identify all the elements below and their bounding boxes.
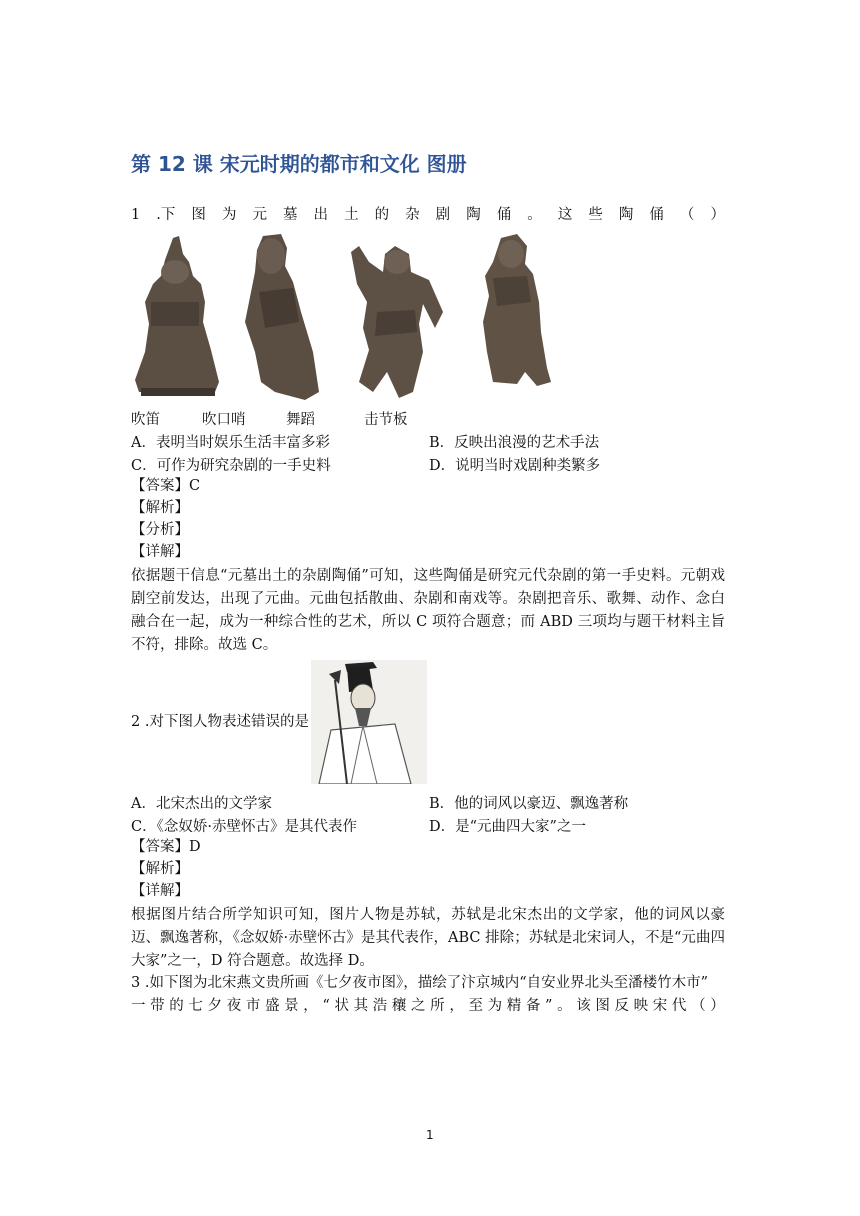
- q1-stem-char: 陶: [466, 207, 481, 223]
- q3-line2-char: 为: [487, 998, 503, 1014]
- q1-option-b: B．反映出浪漫的艺术手法: [429, 435, 600, 451]
- question-1-stem: [131, 204, 725, 226]
- q3-line2-char: 至: [468, 998, 483, 1014]
- q3-line2-char: 七: [188, 998, 203, 1014]
- q2-xiangjie-label: 【详解】: [131, 883, 189, 899]
- q3-line2-char: 该: [576, 998, 591, 1014]
- q3-line2-char: 盛: [264, 998, 280, 1014]
- q3-line2-char: 状: [334, 998, 349, 1014]
- su-shi-portrait-image: [311, 660, 427, 784]
- q1-stem-char: 俑: [649, 207, 664, 223]
- q3-line2-char: 景: [284, 998, 299, 1014]
- q1-stem-char: 杂: [405, 207, 420, 223]
- q3-line2-char: 图: [595, 998, 610, 1014]
- q3-line2-char: 代: [671, 998, 687, 1014]
- q3-line2-char: 精: [506, 998, 522, 1014]
- caption-clapper: 击节板: [364, 412, 408, 428]
- q2-option-a: A．北宋杰出的文学家: [131, 796, 272, 812]
- q1-stem-char: 剧: [435, 207, 451, 223]
- q2-option-c: C．《念奴娇·赤壁怀古》是其代表作: [131, 819, 357, 835]
- q1-explanation: 依据题干信息“元墓出土的杂剧陶俑”可知，这些陶俑是研究元代杂剧的第一手史料。元朝戏剧空前发达，出现了元曲。元曲包括散曲、杂剧和南戏等。杂剧把音乐、歌舞、动作、念白融合在一起，成为一种综合性的艺术，所以 C 项符合题意；而 ABD 三项均与题干材料主旨不符，排除。故选 C。: [131, 568, 725, 653]
- q1-stem-char: （: [679, 207, 695, 223]
- q1-stem-char: 。: [527, 207, 542, 223]
- q1-jiexi-label: 【解析】: [131, 500, 189, 516]
- q1-stem-char: 为: [221, 207, 237, 223]
- q1-stem-char: 这: [557, 207, 573, 223]
- page-number: 1: [426, 1128, 434, 1142]
- q3-line2-char: 宋: [652, 998, 668, 1014]
- caption-whistle: 吹口哨: [202, 412, 246, 428]
- q1-stem-char: 的: [374, 207, 390, 223]
- q1-stem-char: 些: [588, 207, 603, 223]
- q1-answer: 【答案】C: [131, 478, 201, 494]
- q3-line2-char: 穰: [391, 998, 407, 1014]
- q3-line2-char: 之: [411, 998, 426, 1014]
- figurine-flute-image: [131, 232, 223, 402]
- q3-line2-char: “: [322, 998, 330, 1014]
- q3-line2-char: ”: [545, 998, 553, 1014]
- q3-line2-char: 夜: [226, 998, 242, 1014]
- q3-line2-char: 备: [525, 998, 541, 1014]
- figurine-dance-image: [339, 232, 449, 402]
- figurine-clapper-image: [471, 232, 557, 402]
- q3-line2-char: 反: [614, 998, 629, 1014]
- q3-line2-char: ，: [449, 998, 464, 1014]
- figurine-whistle-image: [235, 232, 321, 402]
- q2-option-b: B．他的词风以豪迈、飘逸著称: [429, 796, 629, 812]
- q1-stem-char: 元: [252, 207, 267, 223]
- caption-flute: 吹笛: [131, 412, 160, 428]
- q3-line2-char: ）: [710, 998, 725, 1014]
- q3-line2-char: 带: [150, 998, 165, 1014]
- q1-xiangjie-label: 【详解】: [131, 544, 189, 560]
- q3-line2-char: 。: [557, 998, 572, 1014]
- q3-line2-char: 的: [169, 998, 184, 1014]
- q3-line2-char: （: [691, 998, 706, 1014]
- q1-fenxi-label: 【分析】: [131, 522, 189, 538]
- q1-stem-char: 陶: [618, 207, 634, 223]
- q1-stem-char: 出: [313, 207, 329, 223]
- q3-line2-char: 一: [131, 998, 146, 1014]
- q3-line2-char: 映: [633, 998, 649, 1014]
- q1-stem-char: 1: [131, 207, 141, 223]
- q3-line2-char: 所: [430, 998, 445, 1014]
- q3-line2-char: 夕: [207, 998, 223, 1014]
- figurine-photos: [131, 232, 561, 402]
- question-3-stem-line-2: [131, 995, 725, 1017]
- q1-stem-char: 土: [344, 207, 359, 223]
- q2-answer: 【答案】D: [131, 839, 201, 855]
- page-title: 第 12 课 宋元时期的都市和文化 图册: [131, 152, 467, 176]
- q1-stem-char: 墓: [283, 207, 298, 223]
- q1-stem-char: 图: [191, 207, 206, 223]
- question-3-stem-line-1: 3 .如下图为北宋燕文贵所画《七夕夜市图》，描绘了汴京城内“自安业界北头至潘楼竹木市”: [131, 975, 709, 991]
- q1-option-a: A．表明当时娱乐生活丰富多彩: [131, 435, 330, 451]
- q3-line2-char: ，: [303, 998, 318, 1014]
- q2-explanation: 根据图片结合所学知识可知，图片人物是苏轼，苏轼是北宋杰出的文学家，他的词风以豪迈、飘逸著称，《念奴娇·赤壁怀古》是其代表作，ABC 排除；苏轼是北宋词人，不是“元曲四大家”之一，D 符合题意。故选择 D。: [131, 907, 725, 969]
- q1-stem-char: 俑: [496, 207, 512, 223]
- q2-option-d: D．是“元曲四大家”之一: [429, 819, 586, 835]
- caption-dance: 舞蹈: [286, 412, 315, 428]
- q3-line2-char: 其: [353, 998, 369, 1014]
- q3-line2-char: 市: [245, 998, 261, 1014]
- q3-line2-char: 浩: [372, 998, 388, 1014]
- q1-stem-char: ）: [710, 207, 725, 223]
- q1-option-c: C．可作为研究杂剧的一手史料: [131, 458, 331, 474]
- question-2-stem: 2 .对下图人物表述错误的是: [131, 714, 309, 730]
- q1-option-d: D．说明当时戏剧种类繁多: [429, 458, 601, 474]
- q2-jiexi-label: 【解析】: [131, 861, 189, 877]
- q1-stem-char: .下: [156, 207, 176, 223]
